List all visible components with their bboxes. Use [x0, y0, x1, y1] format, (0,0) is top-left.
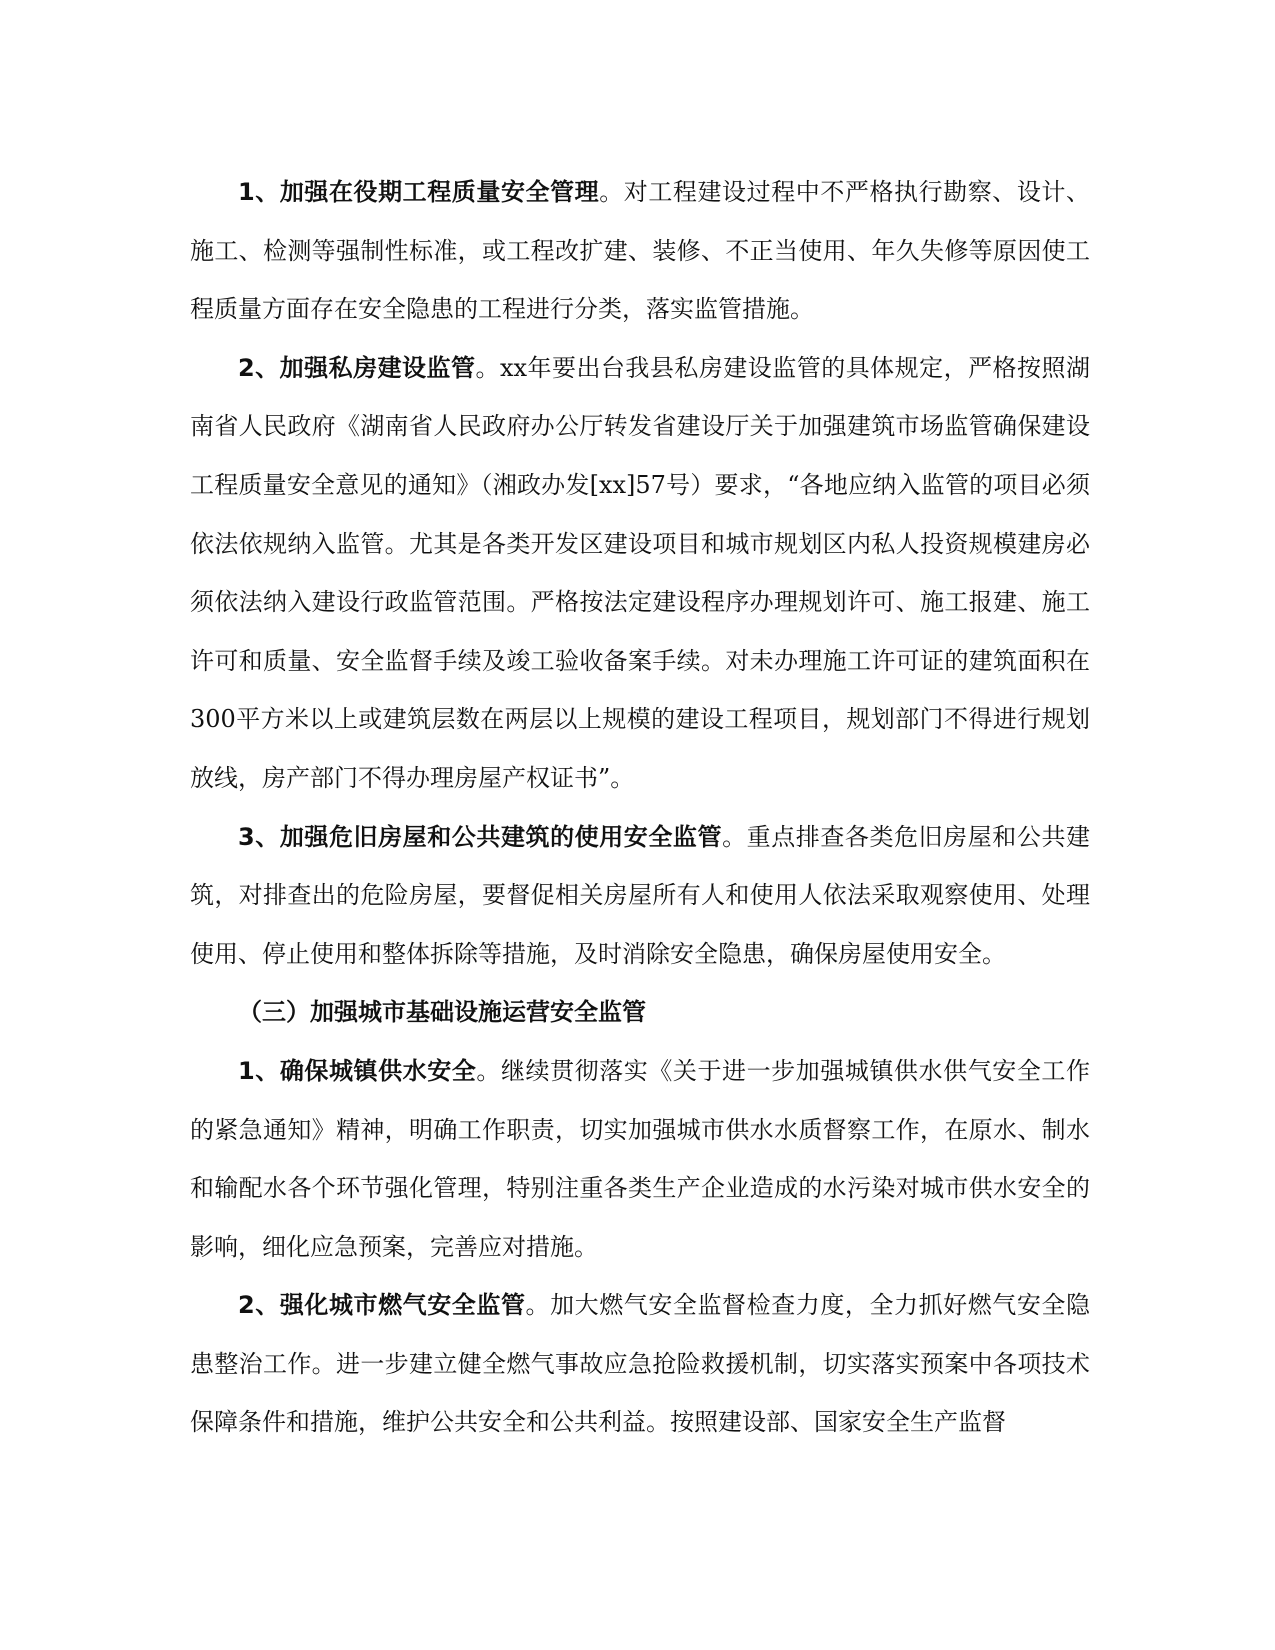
paragraph-water-supply: [190, 1042, 1090, 1276]
paragraph-gas-safety: [190, 1276, 1090, 1452]
paragraph-text: 。对工程建设过程中不严格执行勘察、设计、施工、检测等强制性标准，或工程改扩建、装修、不正当使用、年久失修等原因使工程质量方面存在安全隐患的工程进行分类，落实监管措施。: [190, 178, 1091, 324]
paragraph-lead: 3、加强危旧房屋和公共建筑的使用安全监管: [238, 822, 723, 851]
paragraph-text: 。加大燃气安全监督检查力度，全力抓好燃气安全隐患整治工作。进一步建立健全燃气事故应急抢险救援机制，切实落实预案中各项技术保障条件和措施，维护公共安全和公共利益。按照建设部、国家安全生产监督: [190, 1291, 1091, 1437]
paragraph-dilapidated-buildings: [190, 808, 1090, 984]
paragraph-lead: 1、加强在役期工程质量安全管理: [238, 178, 600, 206]
paragraph-text: 。重点排查各类危旧房屋和公共建筑，对排查出的危险房屋，要督促相关房屋所有人和使用人依法采取观察使用、处理使用、停止使用和整体拆除等措施，及时消除安全隐患，确保房屋使用安全。: [190, 822, 1091, 968]
paragraph-private-housing: [190, 339, 1090, 808]
section-heading: （三）加强城市基础设施运营安全监管: [238, 998, 646, 1027]
paragraph-lead: 2、强化城市燃气安全监管: [238, 1291, 526, 1320]
paragraph-lead: 2、加强私房建设监管: [238, 353, 476, 382]
paragraph-text: 。继续贯彻落实《关于进一步加强城镇供水供气安全工作的紧急通知》精神，明确工作职责，切实加强城市供水水质督察工作，在原水、制水和输配水各个环节强化管理，特别注重各类生产企业造成的水污染对城市供水安全的影响，细化应急预案，完善应对措施。: [190, 1056, 1090, 1261]
paragraph-lead: 1、确保城镇供水安全: [238, 1056, 477, 1085]
paragraph-text: 。xx年要出台我县私房建设监管的具体规定，严格按照湖南省人民政府《湖南省人民政府办公厅转发省建设厅关于加强建筑市场监管确保建设工程质量安全意见的通知》（湘政办发[xx]57号）要求，“各地应纳入监管的项目必须依法依规纳入监管。尤其是各类开发区建设项目和城市规划区内私人投资规模建房必须依法纳入建设行政监管范围。严格按法定建设程序办理规划许可、施工报建、施工许可和质量、安全监督手续及竣工验收备案手续。对未办理施工许可证的建筑面积在300平方米以上或建筑层数在两层以上规模的建设工程项目，规划部门不得进行规划放线，房产部门不得办理房屋产权证书”。: [190, 353, 1090, 792]
paragraph-inservice-quality: [190, 163, 1090, 339]
document-body: [190, 163, 1090, 1452]
